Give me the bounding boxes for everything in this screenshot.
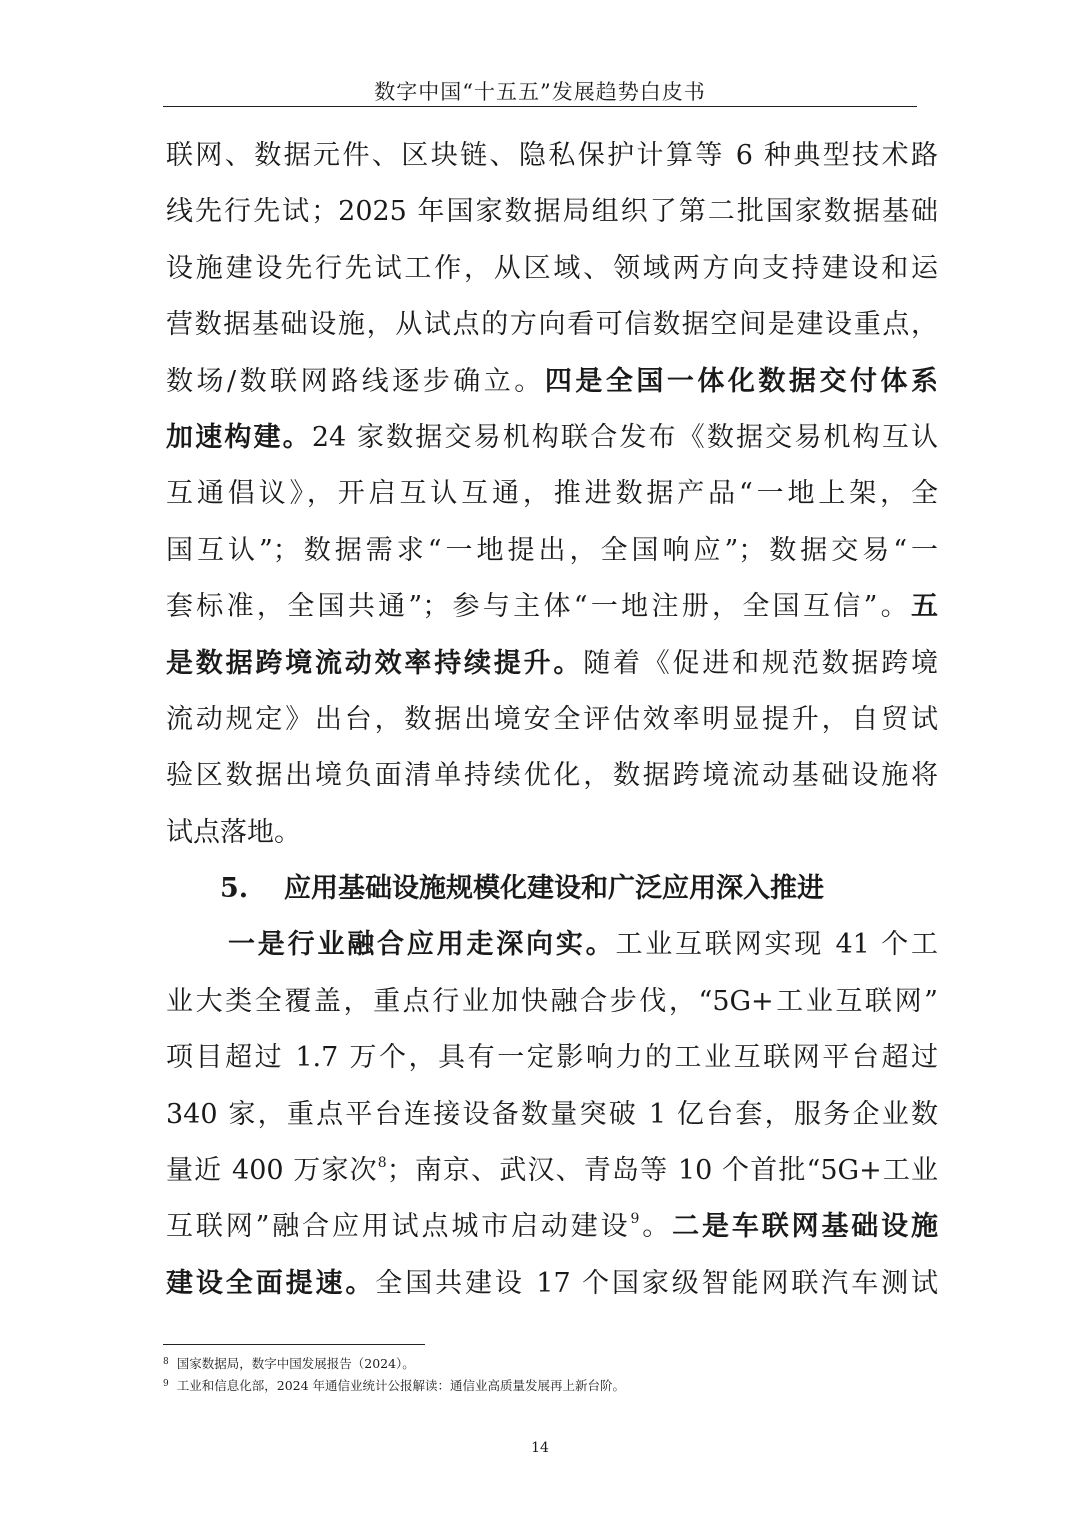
text-line: 一是行业融合应用走深向实。工业互联网实现 41 个工 [228, 929, 939, 961]
page-number: 14 [531, 1440, 549, 1456]
text-line: 验区数据出境负面清单持续优化，数据跨境流动基础设施将 [166, 760, 938, 792]
body-text [166, 128, 938, 1312]
text-line: 加速构建。24 家数据交易机构联合发布《数据交易机构互认 [166, 421, 938, 453]
text-line: 量近 400 万家次$^8$；南京、武汉、青岛等 10 个首批“5G+工业 [166, 1155, 938, 1187]
section-heading [166, 861, 938, 917]
bold-lead: 是数据跨境流动效率持续提升。 [166, 647, 584, 679]
bold-lead: 四是全国一体化数据交付体系 [544, 365, 938, 397]
footnote-ref: 9 [630, 1211, 640, 1228]
header-divider [163, 106, 917, 107]
footnote-text: 工业和信息化部，2024 年通信业统计公报解读：通信业高质量发展再上新台阶。 [176, 1378, 626, 1393]
footnote-text: 国家数据局，数字中国发展报告（2024）。 [176, 1356, 415, 1371]
footnote-item [163, 1352, 625, 1374]
text-line: 套标准，全国共通”；参与主体“一地注册，全国互信”。五 [166, 591, 938, 623]
bold-lead: 建设全面提速。 [166, 1267, 376, 1299]
text-line: 营数据基础设施，从试点的方向看可信数据空间是建设重点， [166, 309, 938, 341]
text-line: 互通倡议》，开启互认互通，推进数据产品“一地上架，全 [166, 478, 938, 510]
footnote-item [163, 1374, 625, 1396]
bold-lead: 加速构建。 [166, 421, 312, 453]
section-number: 5. [220, 873, 249, 905]
footnote-mark: 9 [163, 1379, 169, 1389]
text-line: 互联网”融合应用试点城市启动建设$^9$。二是车联网基础设施 [166, 1211, 939, 1243]
footnote-mark: 8 [163, 1357, 169, 1367]
text-line: 流动规定》出台，数据出境安全评估效率明显提升，自贸试 [166, 703, 938, 735]
footnotes [163, 1352, 625, 1396]
footnote-ref: 8 [377, 1155, 387, 1172]
section-title: 应用基础设施规模化建设和广泛应用深入推进 [284, 873, 824, 905]
text-line: 340 家，重点平台连接设备数量突破 1 亿台套，服务企业数 [166, 1098, 938, 1130]
text-line: 国互认”；数据需求“一地提出，全国响应”；数据交易“一 [166, 534, 938, 566]
text-line: 设施建设先行先试工作，从区域、领域两方向支持建设和运 [166, 252, 938, 284]
text-line: 项目超过 1.7 万个，具有一定影响力的工业互联网平台超过 [166, 1042, 938, 1074]
footnote-divider [163, 1344, 425, 1345]
text-line: 是数据跨境流动效率持续提升。随着《促进和规范数据跨境 [166, 647, 939, 679]
bold-lead: 一是行业融合应用走深向实。 [228, 929, 616, 961]
text-line: 数场/数联网路线逐步确立。四是全国一体化数据交付体系 [166, 365, 938, 397]
bold-lead: 五 [911, 591, 938, 623]
text-line: 业大类全覆盖，重点行业加快融合步伐，“5G+工业互联网” [166, 985, 938, 1017]
text-line: 建设全面提速。全国共建设 17 个国家级智能网联汽车测试 [166, 1267, 938, 1299]
running-header-title: 数字中国“十五五”发展趋势白皮书 [374, 80, 706, 104]
text-line: 线先行先试；2025 年国家数据局组织了第二批国家数据基础 [166, 196, 938, 228]
bold-lead: 二是车联网基础设施 [672, 1211, 939, 1243]
text-line: 联网、数据元件、区块链、隐私保护计算等 6 种典型技术路 [166, 140, 938, 171]
text-line: 试点落地。 [166, 816, 301, 848]
